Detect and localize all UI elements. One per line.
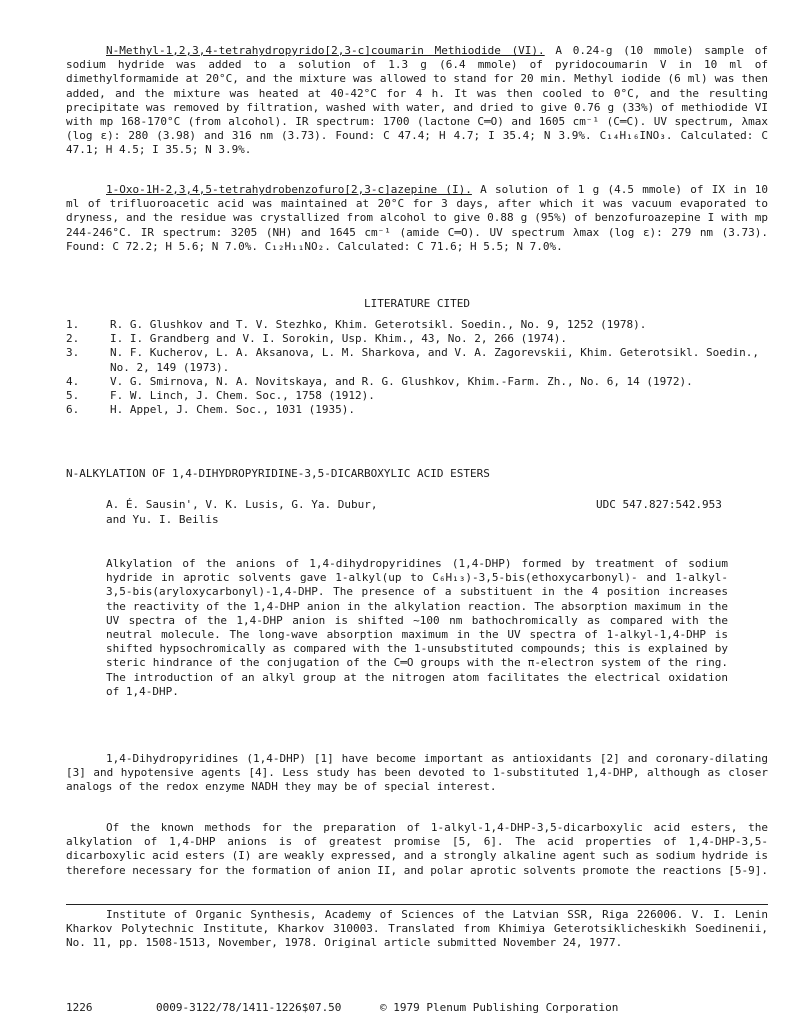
- compound-i-text: A solution of 1 g (4.5 mmole) of IX in 10 ml of trifluoroacetic acid was maintained at 20°C for 3 days, after which it was vacuum evaporated to dryness, and the residue was crystallized from alcohol to give 0.88 g (95%) of benzofuroazepine I with mp 244-246°C. IR spectrum: 3205 (NH) and 1645 cm⁻¹ (amide C═O). UV spectrum λmax (log ε): 279 nm (3.73). Found: C 72.2; H 5.6; N 7.0%. C₁₂H₁₁NO₂. Calculated: C 71.6; H 5.5; N 7.0%.: [66, 183, 768, 253]
- body-paragraph-2: Of the known methods for the preparation of 1-alkyl-1,4-DHP-3,5-dicarboxylic acid esters, the alkylation of 1,4-DHP anions is of greatest promise [5, 6]. The acid properties of 1,4-DHP-3,5-dicarboxylic acid esters (I) are weakly expressed, and a strongly alkaline agent such as sodium hydride is therefore necessary for the formation of anion II, and polar aprotic solvents promote the reactions [5-9].: [66, 821, 768, 877]
- footnote: Institute of Organic Synthesis, Academy of Sciences of the Latvian SSR, Riga 226006. V. I. Lenin Kharkov Polytechnic Institute, Kharkov 310003. Translated from Khimiya Geterotsiklicheskikh Soedinenii, No. 11, pp. 1508-1513, November, 1978. Original article submitted November 24, 1977.: [66, 908, 768, 950]
- reference-item: 2. I. I. Grandberg and V. I. Sorokin, Usp. Khim., 43, No. 2, 266 (1974).: [66, 332, 567, 346]
- compound-vi-text: A 0.24-g (10 mmole) sample of sodium hydride was added to a solution of 1.3 g (6.4 mmole) of pyridocoumarin V in 10 ml of dimethylformamide at 20°C, and the mixture was allowed to stand for 20 min. Methyl iodide (6 ml) was then added, and the mixture was heated at 40-42°C for 4 h. It was then cooled to 0°C, and the resulting precipitate was removed by filtration, washed with water, and dried to give 0.76 g (33%) of methiodide VI with mp 168-170°C (from alcohol). IR spectrum: 1700 (lactone C═O) and 1605 cm⁻¹ (C═C). UV spectrum, λmax (log ε): 280 (3.98) and 316 nm (3.73). Found: C 47.4; H 4.7; I 35.4; N 3.9%. C₁₄H₁₆INO₃. Calculated: C 47.1; H 4.5; I 35.5; N 3.9%.: [66, 44, 768, 157]
- experimental-compound-i: [66, 183, 768, 254]
- abstract-text: Alkylation of the anions of 1,4-dihydropyridines (1,4-DHP) formed by treatment of sodium hydride in aprotic solvents gave 1-alkyl(up to C₆H₁₃)-3,5-bis(ethoxycarbonyl)- and 1-alkyl-3,5-bis(aryloxycarbonyl)-1,4-DHP. The presence of a substituent in the 4 position increases the reactivity of the 1,4-DHP anion in the alkylation reaction. The absorption maximum in the UV spectra of the 1,4-DHP anion is shifted ~100 nm bathochromically as compared with the neutral molecule. The long-wave absorption maximum in the UV spectra of 1-alkyl-1,4-DHP is shifted hypsochromically as compared with the 1-unsubstituted compounds; this is explained by steric hindrance of the conjugation of the C═O groups with the π-electron system of the ring. The introduction of an alkyl group at the nitrogen atom facilitates the electrical oxidation of 1,4-DHP.: [106, 557, 728, 698]
- reference-item: 4. V. G. Smirnova, N. A. Novitskaya, and R. G. Glushkov, Khim.-Farm. Zh., No. 6, 14 (1972).: [66, 374, 693, 388]
- literature-heading: LITERATURE CITED: [364, 297, 470, 310]
- experimental-compound-vi: [66, 44, 768, 158]
- abstract: [106, 557, 728, 699]
- page-number: 1226: [66, 1001, 93, 1014]
- footnote-divider: [66, 904, 768, 905]
- authors-line-1: A. É. Sausin', V. K. Lusis, G. Ya. Dubur,: [106, 498, 378, 511]
- compound-vi-title: N-Methyl-1,2,3,4-tetrahydropyrido[2,3-c]coumarin Methiodide (VI).: [106, 44, 545, 57]
- reference-item: 6. H. Appel, J. Chem. Soc., 1031 (1935).: [66, 403, 356, 417]
- copyright: © 1979 Plenum Publishing Corporation: [380, 1001, 619, 1014]
- reference-item: 3. N. F. Kucherov, L. A. Aksanova, L. M. Sharkova, and V. A. Zagorevskii, Khim. Geterotsikl. Soedin., No. 2, 149 (1973).: [66, 346, 760, 374]
- article-title: N-ALKYLATION OF 1,4-DIHYDROPYRIDINE-3,5-DICARBOXYLIC ACID ESTERS: [66, 467, 490, 480]
- udc-code: UDC 547.827:542.953: [596, 498, 722, 511]
- authors-line-2: and Yu. I. Beilis: [106, 513, 219, 526]
- reference-list: [66, 318, 768, 417]
- body-paragraph-1: 1,4-Dihydropyridines (1,4-DHP) [1] have become important as antioxidants [2] and coronary-dilating [3] and hypotensive agents [4]. Less study has been devoted to 1-substituted 1,4-DHP, although as closer analogs of the redox enzyme NADH they may be of special interest.: [66, 752, 768, 794]
- compound-i-title: 1-Oxo-1H-2,3,4,5-tetrahydrobenzofuro[2,3-c]azepine (I).: [106, 183, 472, 196]
- reference-item: 1. R. G. Glushkov and T. V. Stezhko, Khim. Geterotsikl. Soedin., No. 9, 1252 (1978).: [66, 318, 647, 331]
- reference-item: 5. F. W. Linch, J. Chem. Soc., 1758 (1912).: [66, 389, 375, 403]
- price-code: 0009-3122/78/1411-1226$07.50: [156, 1001, 342, 1014]
